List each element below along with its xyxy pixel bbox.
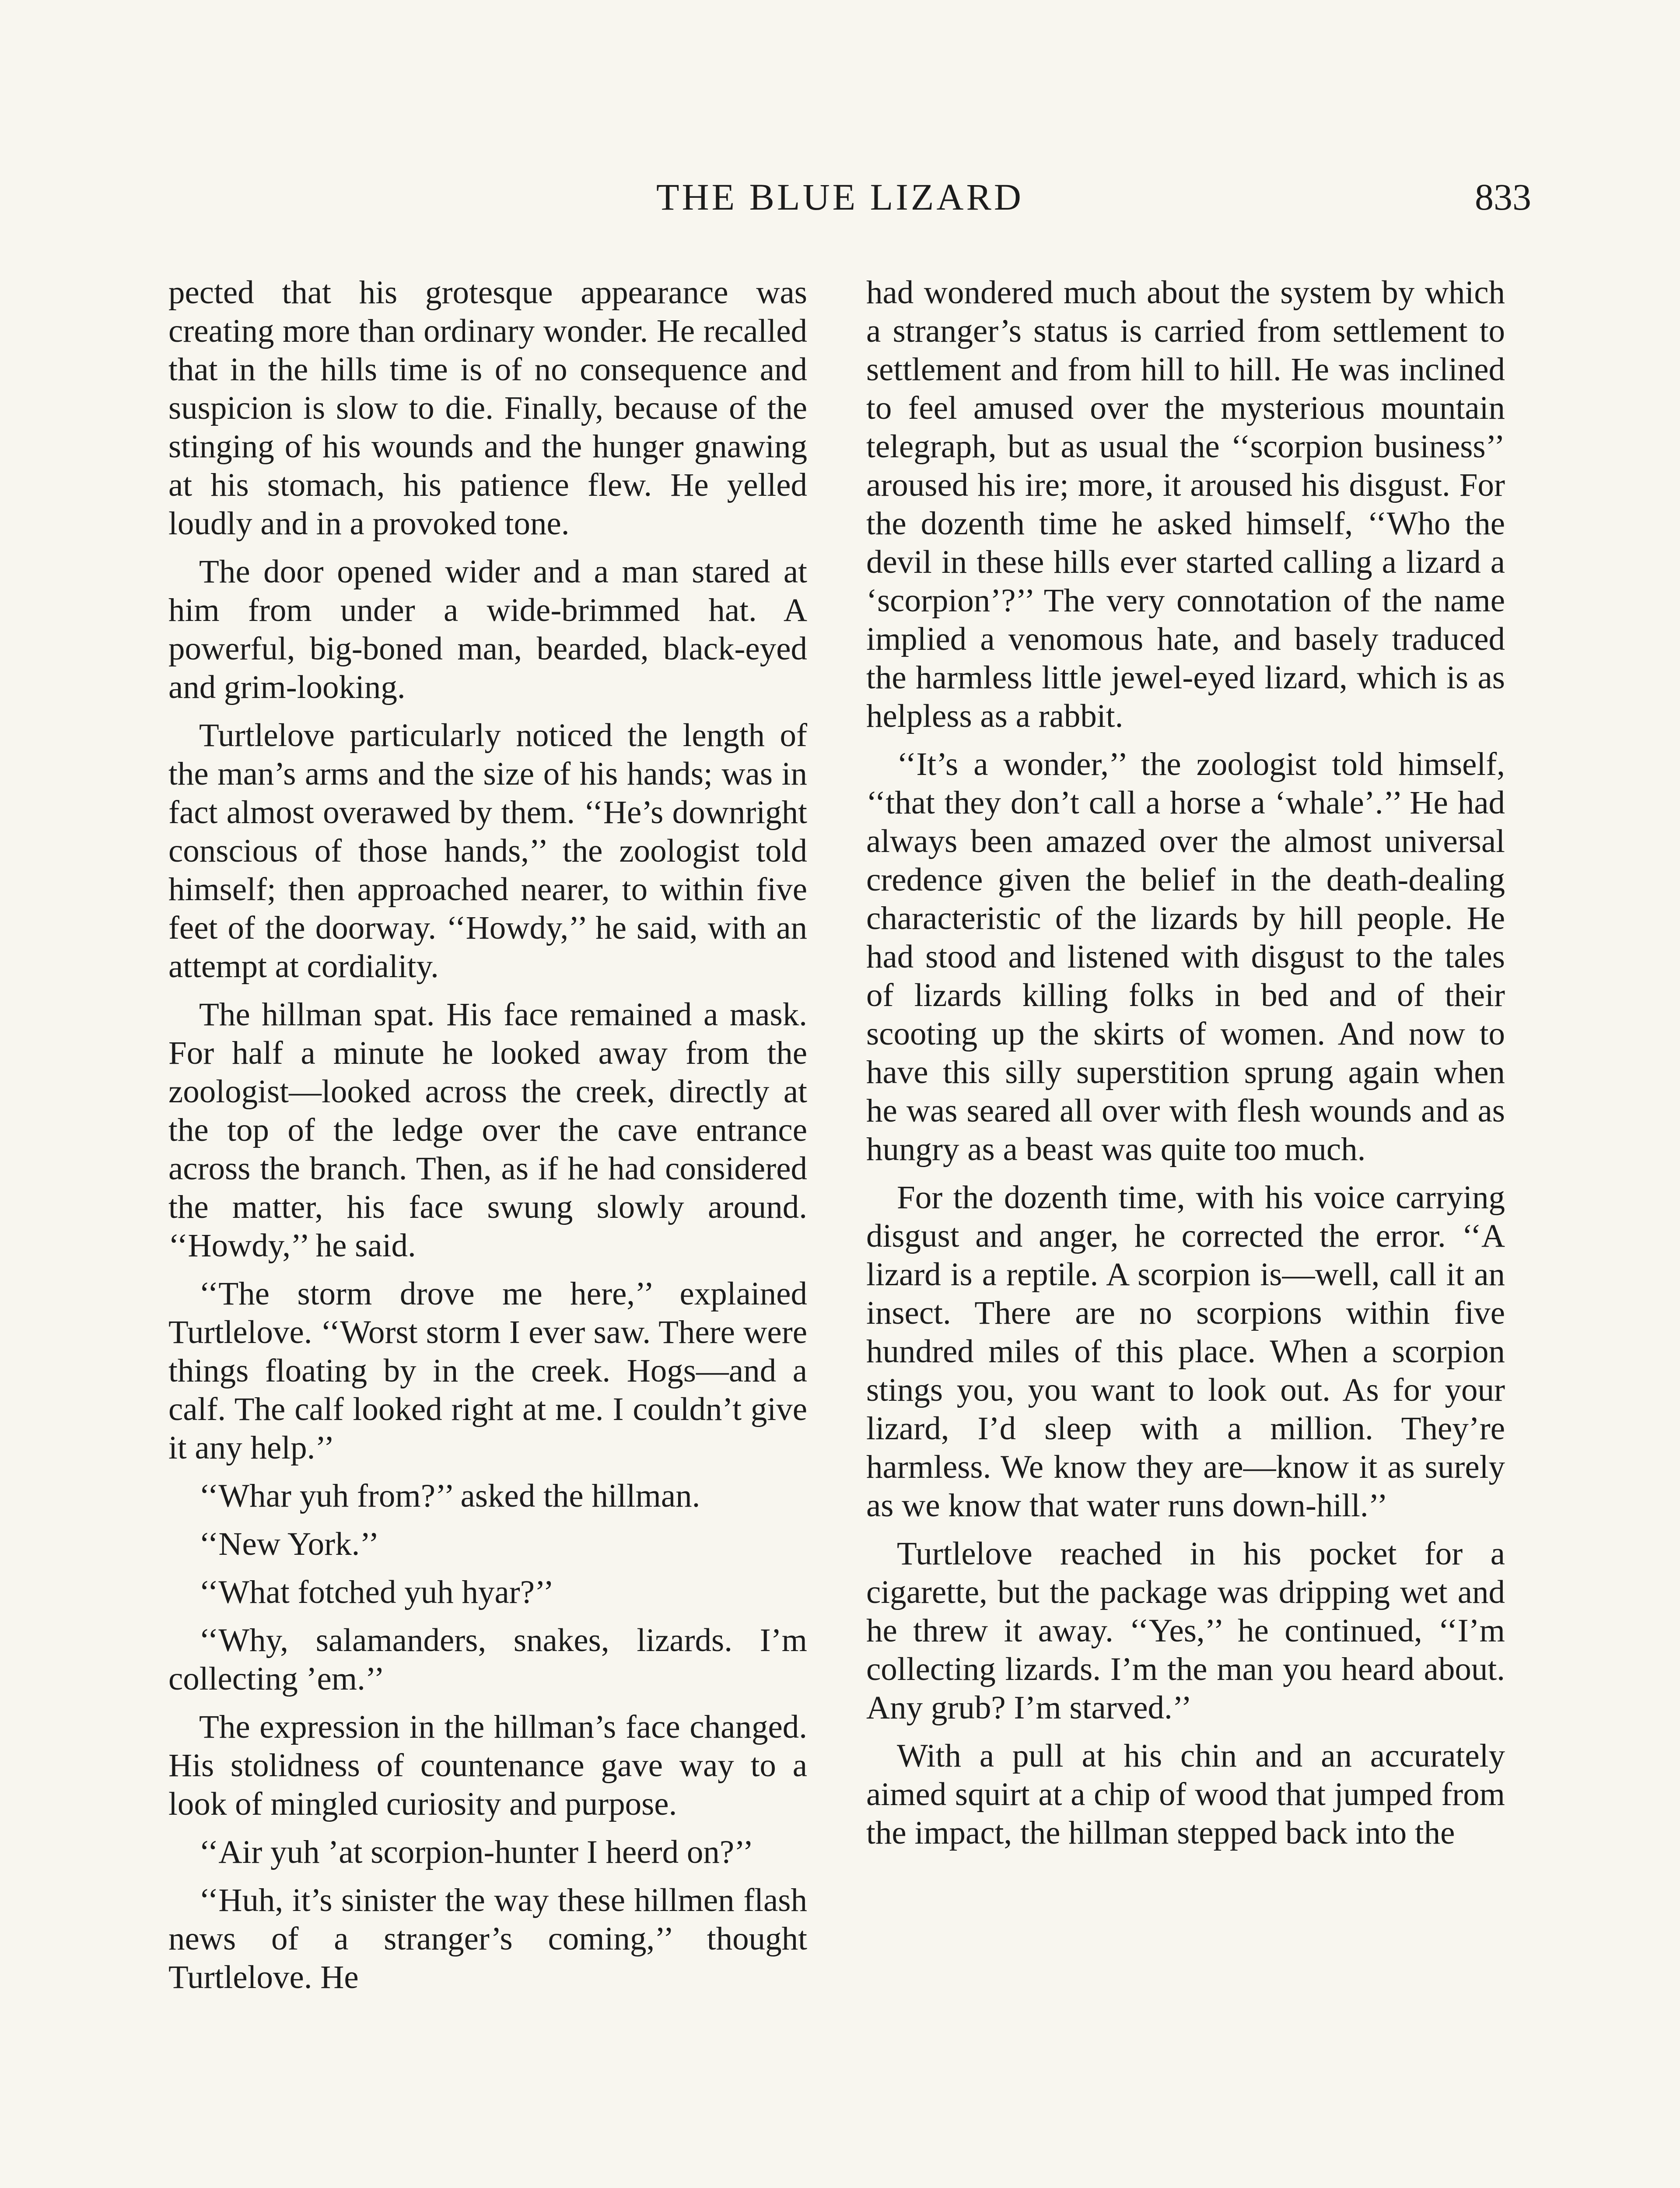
right-column [866, 274, 1505, 1862]
paragraph: ‘‘What fotched yuh hyar?’’ [199, 1574, 554, 1610]
paragraph: With a pull at his chin and an accurately aimed squirt at a chip of wood that jumped from the impact, the hillman stepped back into the [866, 1738, 1505, 1851]
paragraph: ‘‘New York.’’ [199, 1526, 379, 1562]
page-number: 833 [1475, 176, 1531, 218]
paragraph: The door opened wider and a man stared at him from under a wide-brimmed hat. A powerful, big-boned man, bearded, black-eyed and grim-looking. [168, 554, 807, 705]
paragraph: had wondered much about the system by which a stranger’s status is carried from settlement to settlement and from hill to hill. He was inclined to feel amused over the mysterious mountain telegraph, but as usual the ‘‘scorpion business’’ aroused his ire; more, it aroused his disgust. For the dozenth time he asked himself, ‘‘Who the devil in these hills ever started calling a lizard a ‘scorpion’?’’ The very connotation of the name implied a venomous hate, and basely traduced the harmless little jewel-eyed lizard, which is as helpless as a rabbit. [866, 274, 1505, 734]
paragraph: ‘‘Whar yuh from?’’ asked the hillman. [199, 1478, 700, 1514]
paragraph: The hillman spat. His face remained a mask. For half a minute he looked away from the zoologist—looked across the creek, directly at the top of the ledge over the cave entrance across the branch. Then, as if he had considered the matter, his face swung slowly around. ‘‘Howdy,’’ he said. [168, 996, 807, 1264]
running-title: THE BLUE LIZARD [656, 176, 1024, 218]
page-header [0, 171, 1680, 223]
paragraph: pected that his grotesque appearance was creating more than ordinary wonder. He recalled that in the hills time is of no consequence and suspicion is slow to die. Finally, because of the stinging of his wounds and the hunger gnawing at his stomach, his patience flew. He yelled loudly and in a provoked tone. [168, 274, 807, 542]
paragraph: ‘‘The storm drove me here,’’ explained Turtlelove. ‘‘Worst storm I ever saw. There were things floating by in the creek. Hogs—and a calf. The calf looked right at me. I couldn’t give it any help.’’ [168, 1276, 807, 1466]
paragraph: ‘‘Why, salamanders, snakes, lizards. I’m collecting ’em.’’ [168, 1622, 807, 1697]
paragraph: For the dozenth time, with his voice carrying disgust and anger, he corrected the error. ‘‘A lizard is a reptile. A scorpion is—well, call it an insect. There are no scorpions within five hundred miles of this place. When a scorpion stings you, you want to look out. As for your lizard, I’d sleep with a million. They’re harmless. We know they are—know it as surely as we know that water runs down-hill.’’ [866, 1179, 1505, 1524]
paragraph: ‘‘Huh, it’s sinister the way these hillmen flash news of a stranger’s coming,’’ thought Turtlelove. He [168, 1882, 807, 1995]
paragraph: Turtlelove particularly noticed the length of the man’s arms and the size of his hands; was in fact almost overawed by them. ‘‘He’s downright conscious of those hands,’’ the zoologist told himself; then approached nearer, to within five feet of the doorway. ‘‘Howdy,’’ he said, with an attempt at cordiality. [168, 717, 807, 985]
paragraph: Turtlelove reached in his pocket for a cigarette, but the package was dripping wet and he threw it away. ‘‘Yes,’’ he continued, ‘‘I’m collecting lizards. I’m the man you heard about. Any grub? I’m starved.’’ [866, 1536, 1505, 1726]
left-column [168, 274, 807, 2006]
paragraph: ‘‘Air yuh ’at scorpion-hunter I heerd on?’’ [199, 1834, 754, 1870]
paragraph: ‘‘It’s a wonder,’’ the zoologist told himself, ‘‘that they don’t call a horse a ‘whale’.’’ He had always been amazed over the almost universal credence given the belief in the death-dealing characteristic of the lizards by hill people. He had stood and listened with disgust to the tales of lizards killing folks in bed and of their scooting up the skirts of women. And now to have this silly superstition sprung again when he was seared all over with flesh wounds and as hungry as a beast was quite too much. [866, 746, 1505, 1168]
paragraph: The expression in the hillman’s face changed. His stolidness of countenance gave way to a look of mingled curiosity and purpose. [168, 1709, 807, 1822]
